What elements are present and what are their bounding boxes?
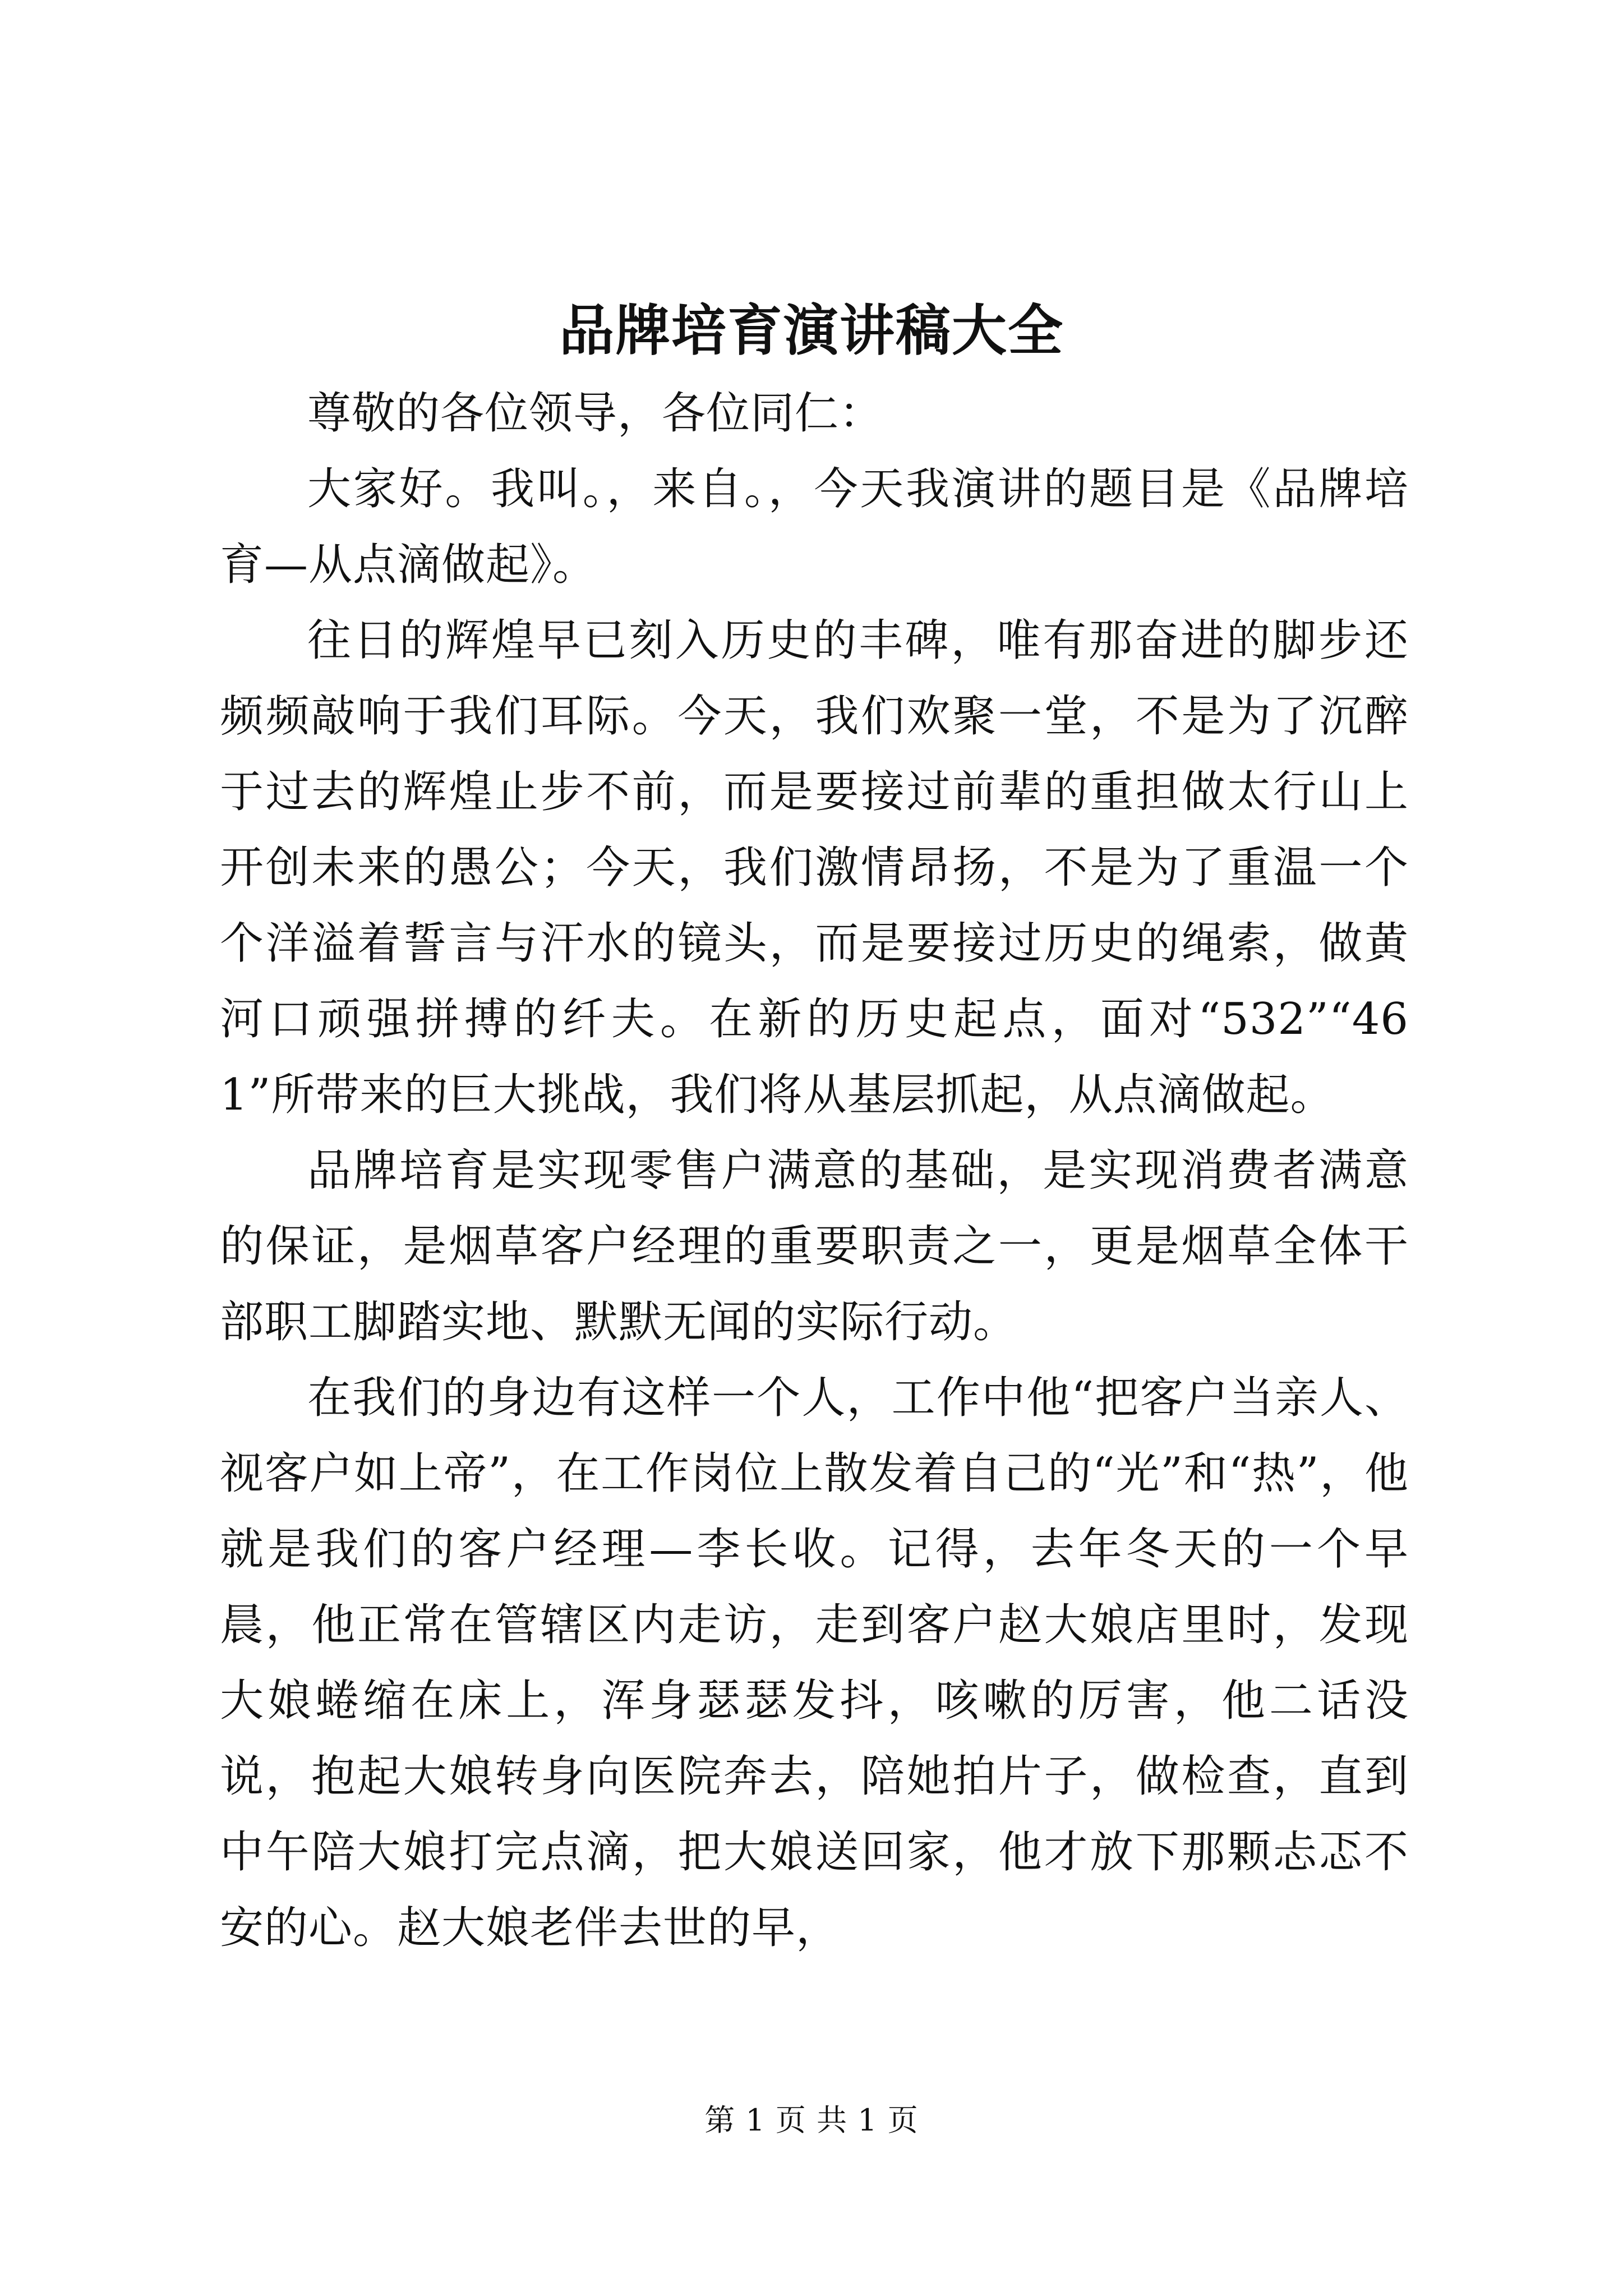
paragraph-introduction: 大家好。我叫。，来自。，今天我演讲的题目是《品牌培育—从点滴做起》。 bbox=[220, 464, 1409, 590]
document-title: 品牌培育演讲稿大全 bbox=[559, 298, 1064, 363]
paragraph-story: 在我们的身边有这样一个人，工作中他“把客户当亲人、视客户如上帝”，在工作岗位上散发着自己的“光”和“热”，他就是我们的客户经理—李长收。记得，去年冬天的一个早晨，他正常在管辖区内走访，走到客户赵大娘店里时，发现大娘蜷缩在床上，浑身瑟瑟发抖，咳嗽的厉害，他二话没说，抱起大娘转身向医院奔去，陪她拍片子，做检查，直到中午陪大娘打完点滴，把大娘送回家，他才放下那颗忐忑不安的心。赵大娘老伴去世的早， bbox=[220, 1373, 1409, 1953]
paragraph-salutation: 尊敬的各位领导，各位同仁： bbox=[307, 388, 884, 439]
document-body bbox=[220, 376, 1409, 1966]
page-number-footer: 第 1 页 共 1 页 bbox=[704, 2102, 919, 2138]
paragraph-brand-cultivation: 品牌培育是实现零售户满意的基础，是实现消费者满意的保证，是烟草客户经理的重要职责之一，更是烟草全体干部职工脚踏实地、默默无闻的实际行动。 bbox=[220, 1145, 1409, 1347]
paragraph-history: 往日的辉煌早已刻入历史的丰碑，唯有那奋进的脚步还频频敲响于我们耳际。今天，我们欢聚一堂，不是为了沉醉于过去的辉煌止步不前，而是要接过前辈的重担做太行山上开创未来的愚公；今天，我们激情昂扬，不是为了重温一个个洋溢着誓言与汗水的镜头，而是要接过历史的绳索，做黄河口顽强拼搏的纤夫。在新的历史起点，面对“532”“461”所带来的巨大挑战，我们将从基层抓起，从点滴做起。 bbox=[220, 615, 1409, 1120]
